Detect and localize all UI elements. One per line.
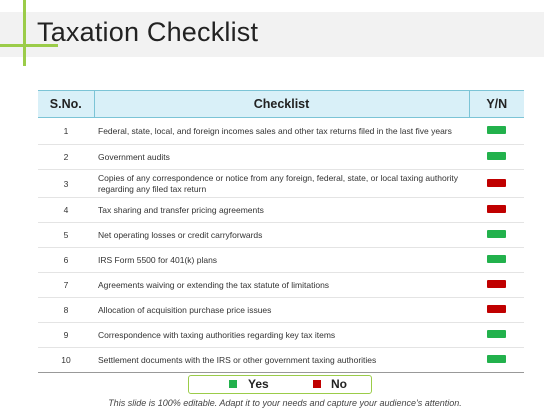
accent-vertical-line <box>23 0 26 66</box>
status-indicator <box>487 126 506 134</box>
row-number: 6 <box>38 248 94 273</box>
status-indicator <box>487 179 506 187</box>
legend-yes-label: Yes <box>248 377 269 391</box>
row-number: 3 <box>38 170 94 198</box>
row-text: Agreements waiving or extending the tax statute of limitations <box>94 273 469 298</box>
page-title: Taxation Checklist <box>37 17 259 47</box>
legend-no-label: No <box>331 377 347 391</box>
row-number: 9 <box>38 323 94 348</box>
table-row <box>38 273 524 298</box>
status-cell <box>469 223 524 248</box>
row-text: Tax sharing and transfer pricing agreements <box>94 198 469 223</box>
row-text: Correspondence with taxing authorities regarding key tax items <box>94 323 469 348</box>
row-number: 2 <box>38 145 94 170</box>
row-number: 10 <box>38 348 94 373</box>
row-number: 1 <box>38 118 94 145</box>
footer-note: This slide is 100% editable. Adapt it to your needs and capture your audience's attention. <box>108 398 462 408</box>
row-number: 4 <box>38 198 94 223</box>
table-row <box>38 348 524 373</box>
header-yn: Y/N <box>469 91 524 118</box>
table-header-row <box>38 91 524 118</box>
status-indicator <box>487 152 506 160</box>
row-number: 5 <box>38 223 94 248</box>
status-cell <box>469 145 524 170</box>
status-indicator <box>487 280 506 288</box>
status-indicator <box>487 205 506 213</box>
table-row <box>38 323 524 348</box>
header-sno: S.No. <box>38 91 94 118</box>
row-text: Net operating losses or credit carryforwards <box>94 223 469 248</box>
status-indicator <box>487 330 506 338</box>
row-text: Copies of any correspondence or notice from any foreign, federal, state, or local taxing authority regarding any filed tax return <box>94 170 469 198</box>
row-text: Government audits <box>94 145 469 170</box>
table-row <box>38 223 524 248</box>
legend-no-swatch <box>313 380 321 388</box>
status-cell <box>469 248 524 273</box>
table-row <box>38 170 524 198</box>
status-indicator <box>487 355 506 363</box>
table-row <box>38 248 524 273</box>
status-indicator <box>487 305 506 313</box>
row-number: 7 <box>38 273 94 298</box>
header-checklist: Checklist <box>94 91 469 118</box>
legend <box>188 375 372 394</box>
table-row <box>38 118 524 145</box>
table-row <box>38 198 524 223</box>
row-number: 8 <box>38 298 94 323</box>
status-cell <box>469 198 524 223</box>
status-cell <box>469 323 524 348</box>
status-cell <box>469 348 524 373</box>
status-cell <box>469 273 524 298</box>
status-indicator <box>487 255 506 263</box>
row-text: IRS Form 5500 for 401(k) plans <box>94 248 469 273</box>
status-indicator <box>487 230 506 238</box>
legend-yes-swatch <box>229 380 237 388</box>
status-cell <box>469 170 524 198</box>
table-row <box>38 145 524 170</box>
row-text: Settlement documents with the IRS or other government taxing authorities <box>94 348 469 373</box>
status-cell <box>469 118 524 145</box>
status-cell <box>469 298 524 323</box>
row-text: Federal, state, local, and foreign incomes sales and other tax returns filed in the last five years <box>94 118 469 145</box>
row-text: Allocation of acquisition purchase price issues <box>94 298 469 323</box>
checklist-table <box>38 90 524 373</box>
table-row <box>38 298 524 323</box>
